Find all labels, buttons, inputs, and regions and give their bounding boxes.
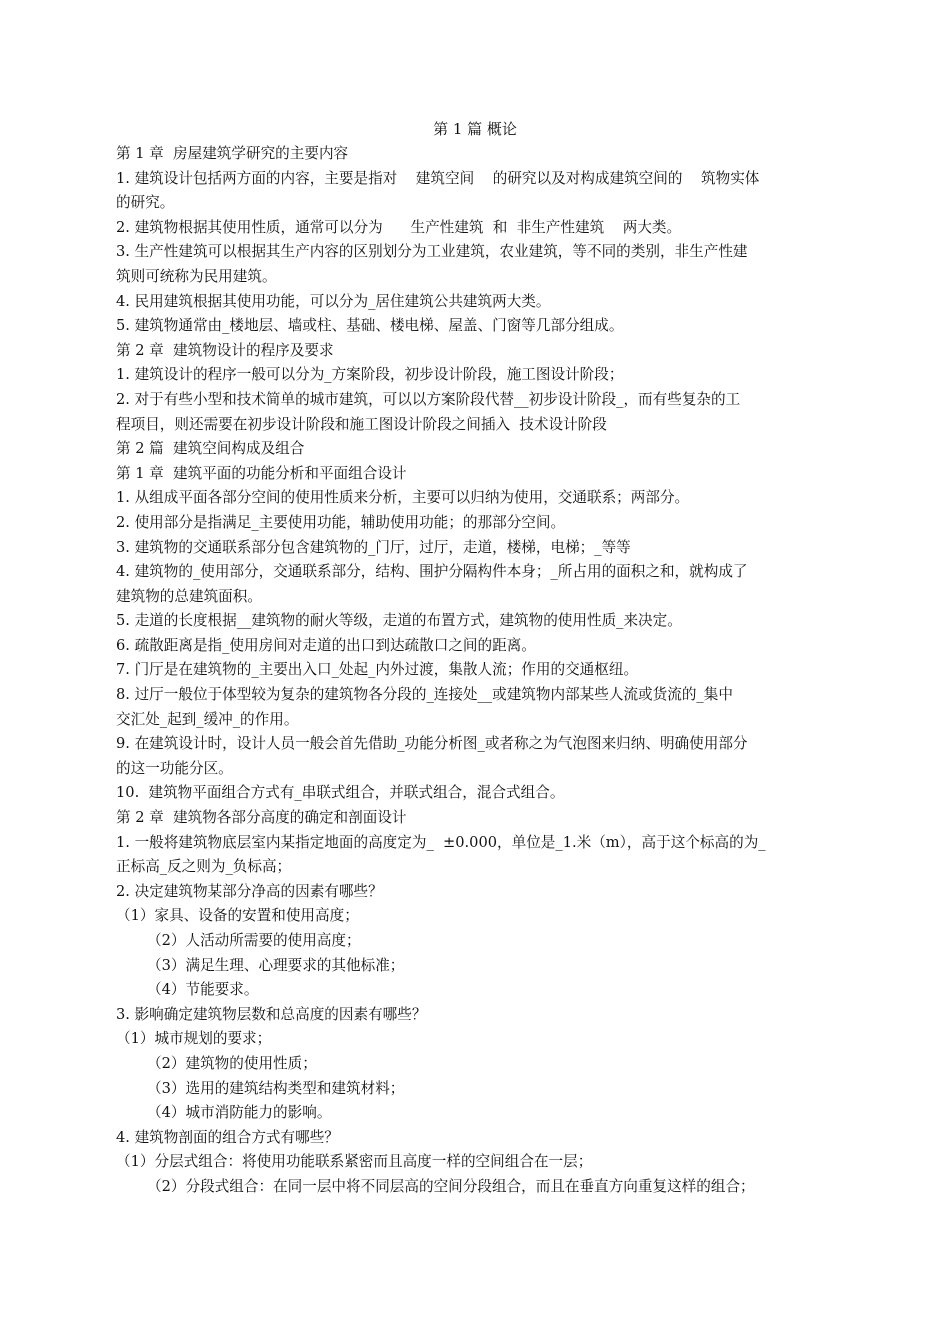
- text-line: 9. 在建筑设计时，设计人员一般会首先借助_功能分析图_或者称之为气泡图来归纳、明确使用部分: [116, 735, 748, 753]
- text-line: 4. 建筑物剖面的组合方式有哪些？: [116, 1128, 339, 1146]
- text-line: （3）选用的建筑结构类型和建筑材料；: [147, 1079, 405, 1097]
- text-line: （1）城市规划的要求；: [116, 1030, 272, 1048]
- text-line: 2. 建筑物根据其使用性质，通常可以分为 生产性建筑 和 非生产性建筑 两大类。: [116, 218, 682, 236]
- text-line: 第 2 篇 建筑空间构成及组合: [116, 440, 305, 458]
- text-line: 的这一功能分区。: [116, 759, 233, 777]
- text-line: （2）建筑物的使用性质；: [147, 1054, 317, 1072]
- text-line: （1）家具、设备的安置和使用高度；: [116, 907, 359, 925]
- text-line: 2. 对于有些小型和技术简单的城市建筑，可以以方案阶段代替__初步设计阶段_，而有些复杂的工: [116, 390, 741, 408]
- page-title: 第 1 篇 概论: [433, 120, 517, 138]
- text-line: 1. 一般将建筑物底层室内某指定地面的高度定为_ ±0.000，单位是_1.米（m），高于这个标高的为_: [116, 833, 766, 851]
- text-line: （4）节能要求。: [147, 981, 259, 999]
- text-line: 程项目，则还需要在初步设计阶段和施工图设计阶段之间插入 技术设计阶段: [116, 415, 607, 433]
- text-line: （4）城市消防能力的影响。: [147, 1104, 332, 1122]
- text-line: 2. 决定建筑物某部分净高的因素有哪些？: [116, 882, 383, 900]
- text-line: 1. 建筑设计包括两方面的内容，主要是指对 建筑空间 的研究以及对构成建筑空间的 筑物实体: [116, 169, 760, 187]
- text-line: 第 1 章 房屋建筑学研究的主要内容: [116, 145, 349, 162]
- text-line: （2）人活动所需要的使用高度；: [147, 932, 361, 949]
- text-line: 第 2 章 建筑物设计的程序及要求: [116, 341, 334, 359]
- document-body: [116, 142, 840, 1200]
- text-line: 1. 从组成平面各部分空间的使用性质来分析，主要可以归纳为使用，交通联系；两部分。: [116, 489, 690, 507]
- text-line: 7. 门厅是在建筑物的_主要出入口_处起_内外过渡，集散人流；作用的交通枢纽。: [116, 661, 639, 679]
- text-line: 的研究。: [116, 194, 175, 212]
- text-line: 10. 建筑物平面组合方式有_串联式组合，并联式组合，混合式组合。: [116, 784, 565, 802]
- text-line: 正标高_反之则为_负标高；: [116, 858, 292, 876]
- text-line: 3. 生产性建筑可以根据其生产内容的区别划分为工业建筑，农业建筑，等不同的类别，非生产性建: [116, 243, 748, 261]
- text-line: 1. 建筑设计的程序一般可以分为_方案阶段，初步设计阶段，施工图设计阶段；: [116, 366, 624, 384]
- text-line: 5. 建筑物通常由_楼地层、墙或柱、基础、楼电梯、屋盖、门窗等几部分组成。: [116, 317, 624, 335]
- text-line: 第 2 章 建筑物各部分高度的确定和剖面设计: [116, 809, 407, 827]
- text-line: 2. 使用部分是指满足_主要使用功能，辅助使用功能；的那部分空间。: [116, 513, 566, 531]
- text-line: 6. 疏散距离是指_使用房间对走道的出口到达疏散口之间的距离。: [116, 636, 536, 654]
- text-line: 4. 民用建筑根据其使用功能，可以分为_居住建筑公共建筑两大类。: [116, 292, 551, 310]
- text-line: 5. 走道的长度根据__建筑物的耐火等级，走道的布置方式，建筑物的使用性质_来决定。: [116, 612, 682, 630]
- text-line: 交汇处_起到_缓冲_的作用。: [116, 710, 299, 728]
- text-line: 建筑物的总建筑面积。: [116, 587, 262, 605]
- text-line: （3）满足生理、心理要求的其他标准；: [147, 956, 405, 974]
- text-line: （2）分段式组合：在同一层中将不同层高的空间分段组合，而且在垂直方向重复这样的组合；: [147, 1177, 755, 1195]
- text-line: 4. 建筑物的_使用部分，交通联系部分，结构、围护分隔构件本身；_所占用的面积之和，就构成了: [116, 563, 748, 581]
- text-line: 3. 影响确定建筑物层数和总高度的因素有哪些？: [116, 1005, 427, 1023]
- text-line: 筑则可统称为民用建筑。: [116, 267, 277, 285]
- text-line: （1）分层式组合：将使用功能联系紧密而且高度一样的空间组合在一层；: [116, 1153, 593, 1171]
- text-line: 8. 过厅一般位于体型较为复杂的建筑物各分段的_连接处__或建筑物内部某些人流或货流的_集中: [116, 686, 733, 704]
- text-line: 第 1 章 建筑平面的功能分析和平面组合设计: [116, 464, 407, 482]
- text-line: 3. 建筑物的交通联系部分包含建筑物的_门厅，过厅，走道，楼梯，电梯；_等等: [116, 538, 631, 556]
